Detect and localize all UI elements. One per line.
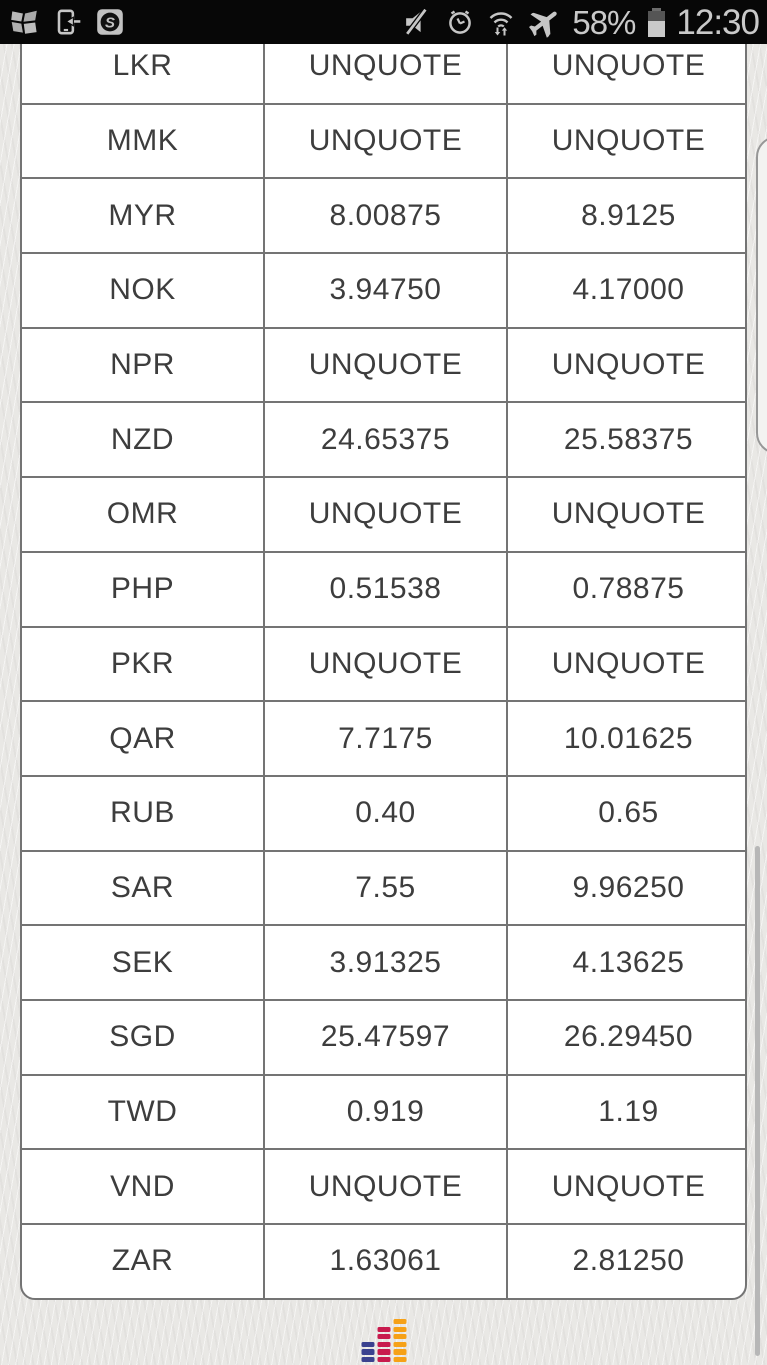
table-row (21, 1000, 747, 1075)
table-row (21, 402, 747, 477)
cell-currency-code: SEK (21, 925, 264, 1000)
cell-rate-2: 25.58375 (507, 402, 747, 477)
table-row (21, 925, 747, 1000)
cell-currency-code: ZAR (21, 1224, 264, 1299)
cell-rate-1: UNQUOTE (264, 1149, 507, 1224)
cell-rate-1: 3.91325 (264, 925, 507, 1000)
exchange-rates-table (20, 44, 747, 1300)
table-row (21, 776, 747, 851)
cell-currency-code: MMK (21, 104, 264, 179)
cell-rate-2: UNQUOTE (507, 1149, 747, 1224)
status-bar-right (404, 2, 759, 42)
table-row (21, 253, 747, 328)
cell-currency-code: NPR (21, 328, 264, 403)
cell-rate-2: 9.96250 (507, 851, 747, 926)
cell-rate-2: 1.19 (507, 1075, 747, 1150)
table-row (21, 44, 747, 104)
cell-rate-1: 0.40 (264, 776, 507, 851)
cell-currency-code: SGD (21, 1000, 264, 1075)
scrollbar-thumb[interactable] (755, 846, 760, 1356)
cell-rate-1: UNQUOTE (264, 328, 507, 403)
cell-currency-code: OMR (21, 477, 264, 552)
cell-rate-2: UNQUOTE (507, 477, 747, 552)
table-row (21, 627, 747, 702)
cell-rate-2: 0.78875 (507, 552, 747, 627)
airplane-mode-icon (527, 5, 561, 39)
cell-rate-2: 10.01625 (507, 701, 747, 776)
cell-rate-2: UNQUOTE (507, 104, 747, 179)
cell-rate-2: 4.13625 (507, 925, 747, 1000)
cell-currency-code: NOK (21, 253, 264, 328)
cell-currency-code: SAR (21, 851, 264, 926)
table-row (21, 851, 747, 926)
table-row (21, 1075, 747, 1150)
cell-rate-1: 8.00875 (264, 178, 507, 253)
alarm-icon (445, 7, 475, 37)
cell-rate-1: UNQUOTE (264, 477, 507, 552)
loader-column-red (377, 1327, 390, 1363)
cell-rate-2: 2.81250 (507, 1224, 747, 1299)
loader-column-blue (361, 1342, 374, 1362)
rates-table-body (21, 44, 747, 1299)
cell-rate-1: 7.55 (264, 851, 507, 926)
edge-scroll-handle[interactable] (756, 136, 767, 454)
loading-chart-icon (361, 1319, 406, 1362)
samsung-s-app-icon (94, 6, 126, 38)
mute-icon (404, 7, 434, 37)
cell-currency-code: PHP (21, 552, 264, 627)
cell-rate-1: 7.7175 (264, 701, 507, 776)
battery-percent-label: 58% (572, 3, 636, 41)
cell-rate-1: UNQUOTE (264, 104, 507, 179)
status-bar-left (8, 6, 126, 38)
table-row (21, 104, 747, 179)
cell-rate-1: 24.65375 (264, 402, 507, 477)
cell-rate-1: 0.51538 (264, 552, 507, 627)
cell-rate-2: UNQUOTE (507, 44, 747, 104)
cell-currency-code: MYR (21, 178, 264, 253)
page-content[interactable] (0, 44, 767, 1365)
cell-currency-code: RUB (21, 776, 264, 851)
table-row (21, 552, 747, 627)
table-row (21, 477, 747, 552)
table-row (21, 1224, 747, 1299)
svg-text:S: S (105, 14, 115, 32)
cell-currency-code: LKR (21, 44, 264, 104)
cell-rate-1: 0.919 (264, 1075, 507, 1150)
cell-rate-1: 25.47597 (264, 1000, 507, 1075)
cell-rate-2: 0.65 (507, 776, 747, 851)
table-row (21, 1149, 747, 1224)
table-row (21, 328, 747, 403)
clock-label: 12:30 (676, 2, 759, 42)
battery-icon (648, 8, 665, 37)
cell-rate-2: UNQUOTE (507, 627, 747, 702)
cell-rate-1: UNQUOTE (264, 627, 507, 702)
cell-currency-code: NZD (21, 402, 264, 477)
wifi-activity-icon (486, 7, 516, 37)
cell-rate-2: 26.29450 (507, 1000, 747, 1075)
cell-currency-code: TWD (21, 1075, 264, 1150)
cell-rate-1: UNQUOTE (264, 44, 507, 104)
cell-rate-2: 4.17000 (507, 253, 747, 328)
cell-rate-2: 8.9125 (507, 178, 747, 253)
table-row (21, 178, 747, 253)
cell-rate-2: UNQUOTE (507, 328, 747, 403)
cell-currency-code: VND (21, 1149, 264, 1224)
cell-currency-code: QAR (21, 701, 264, 776)
loader-column-orange (393, 1319, 406, 1362)
status-bar[interactable] (0, 0, 767, 44)
smart-switch-phone-icon (51, 6, 83, 38)
cell-rate-1: 3.94750 (264, 253, 507, 328)
table-row (21, 701, 747, 776)
cell-currency-code: PKR (21, 627, 264, 702)
screenshot-icon (8, 6, 40, 38)
cell-rate-1: 1.63061 (264, 1224, 507, 1299)
